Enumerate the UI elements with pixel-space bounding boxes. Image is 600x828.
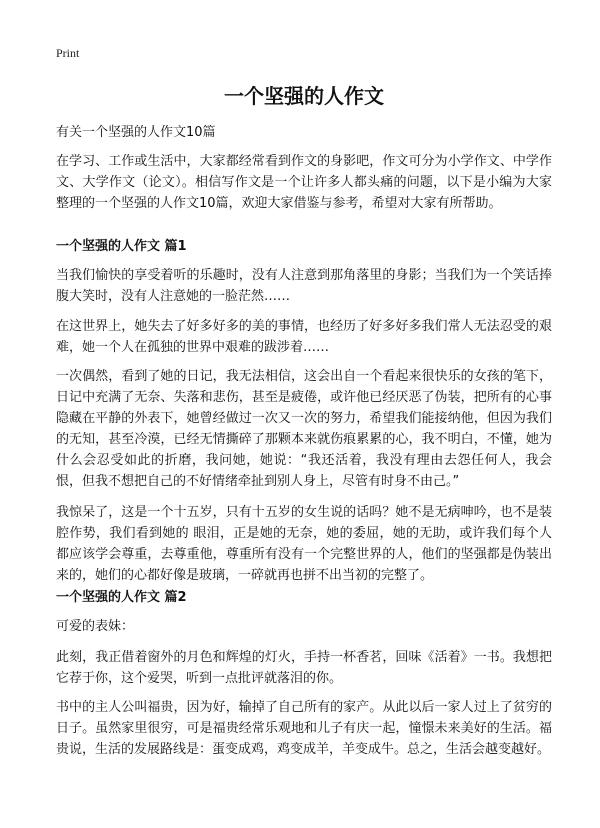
section1-paragraph-4: 我惊呆了，这是一个十五岁，只有十五岁的女生说的话吗？她不是无病呻吟，也不是装腔作势，我们看到她的 眼泪，正是她的无奈，她的委屈，她的无助，或许我们每个人都应该学会尊重，去尊重他，尊重所有没有一个完整世界的人，他们的坚强都是伪装出来的，她们的心都好像是玻璃，一碎就再也拼不出当初的完整了。 xyxy=(56,505,552,583)
page-title: 一个坚强的人作文 xyxy=(224,84,384,108)
section2-paragraph-2: 此刻，我正借着窗外的月色和辉煌的灯火，手持一杯香茗，回味《活着》一书。我想把它荐于你，这个爱哭，听到一点批评就落泪的你。 xyxy=(56,650,552,686)
section1-heading: 一个坚强的人作文 篇1 xyxy=(56,239,187,254)
section2-heading: 一个坚强的人作文 篇2 xyxy=(56,590,187,605)
section2-paragraph-3: 书中的主人公叫福贵，因为好，输掉了自己所有的家产。从此以后一家人过上了贫穷的日子。虽然家里很穷，可是福贵经常乐观地和儿子有庆一起，憧憬未来美好的生活。福贵说，生活的发展路线是：蛋变成鸡，鸡变成羊，羊变成牛。总之，生活会越变越好。 xyxy=(56,700,552,757)
intro-paragraph: 在学习、工作或生活中，大家都经常看到作文的身影吧，作文可分为小学作文、中学作文、大学作文（论文）。相信写作文是一个让许多人都头痛的问题，以下是小编为大家整理的一个坚强的人作文10篇，欢迎大家借鉴与参考，希望对大家有所帮助。 xyxy=(56,154,552,211)
section1-paragraph-1: 当我们愉快的享受着听的乐趣时，没有人注意到那角落里的身影；当我们为一个笑话捧腹大笑时，没有人注意她的一脸茫然…… xyxy=(56,268,552,304)
section2-paragraph-1: 可爱的表妹： xyxy=(56,619,135,634)
section1-paragraph-3: 一次偶然，看到了她的日记，我无法相信，这会出自一个看起来很快乐的女孩的笔下，日记中充满了无奈、失落和悲伤，甚至是疲倦，或许他已经厌恶了伪装，把所有的心事隐藏在平静的外表下，她曾经做过一次又一次的努力，希望我们能接纳他，但因为我们的无知，甚至冷漠，已经无情撕碎了那颗本来就伤痕累累的心，我不明白，不懂，她为什么会忍受如此的折磨，我问她，她说：“我还活着，我没有理由去怨任何人，我会恨，但我不想把自己的不好情绪牵扯到别人身上，尽管有时身不由己。” xyxy=(56,369,552,489)
section1-paragraph-2: 在这世界上，她失去了好多好多的美的事情，也经历了好多好多我们常人无法忍受的艰难，她一个人在孤独的世界中艰难的跋涉着…… xyxy=(56,319,552,355)
subtitle: 有关一个坚强的人作文10篇 xyxy=(56,125,216,140)
print-link[interactable]: Print xyxy=(56,46,80,60)
